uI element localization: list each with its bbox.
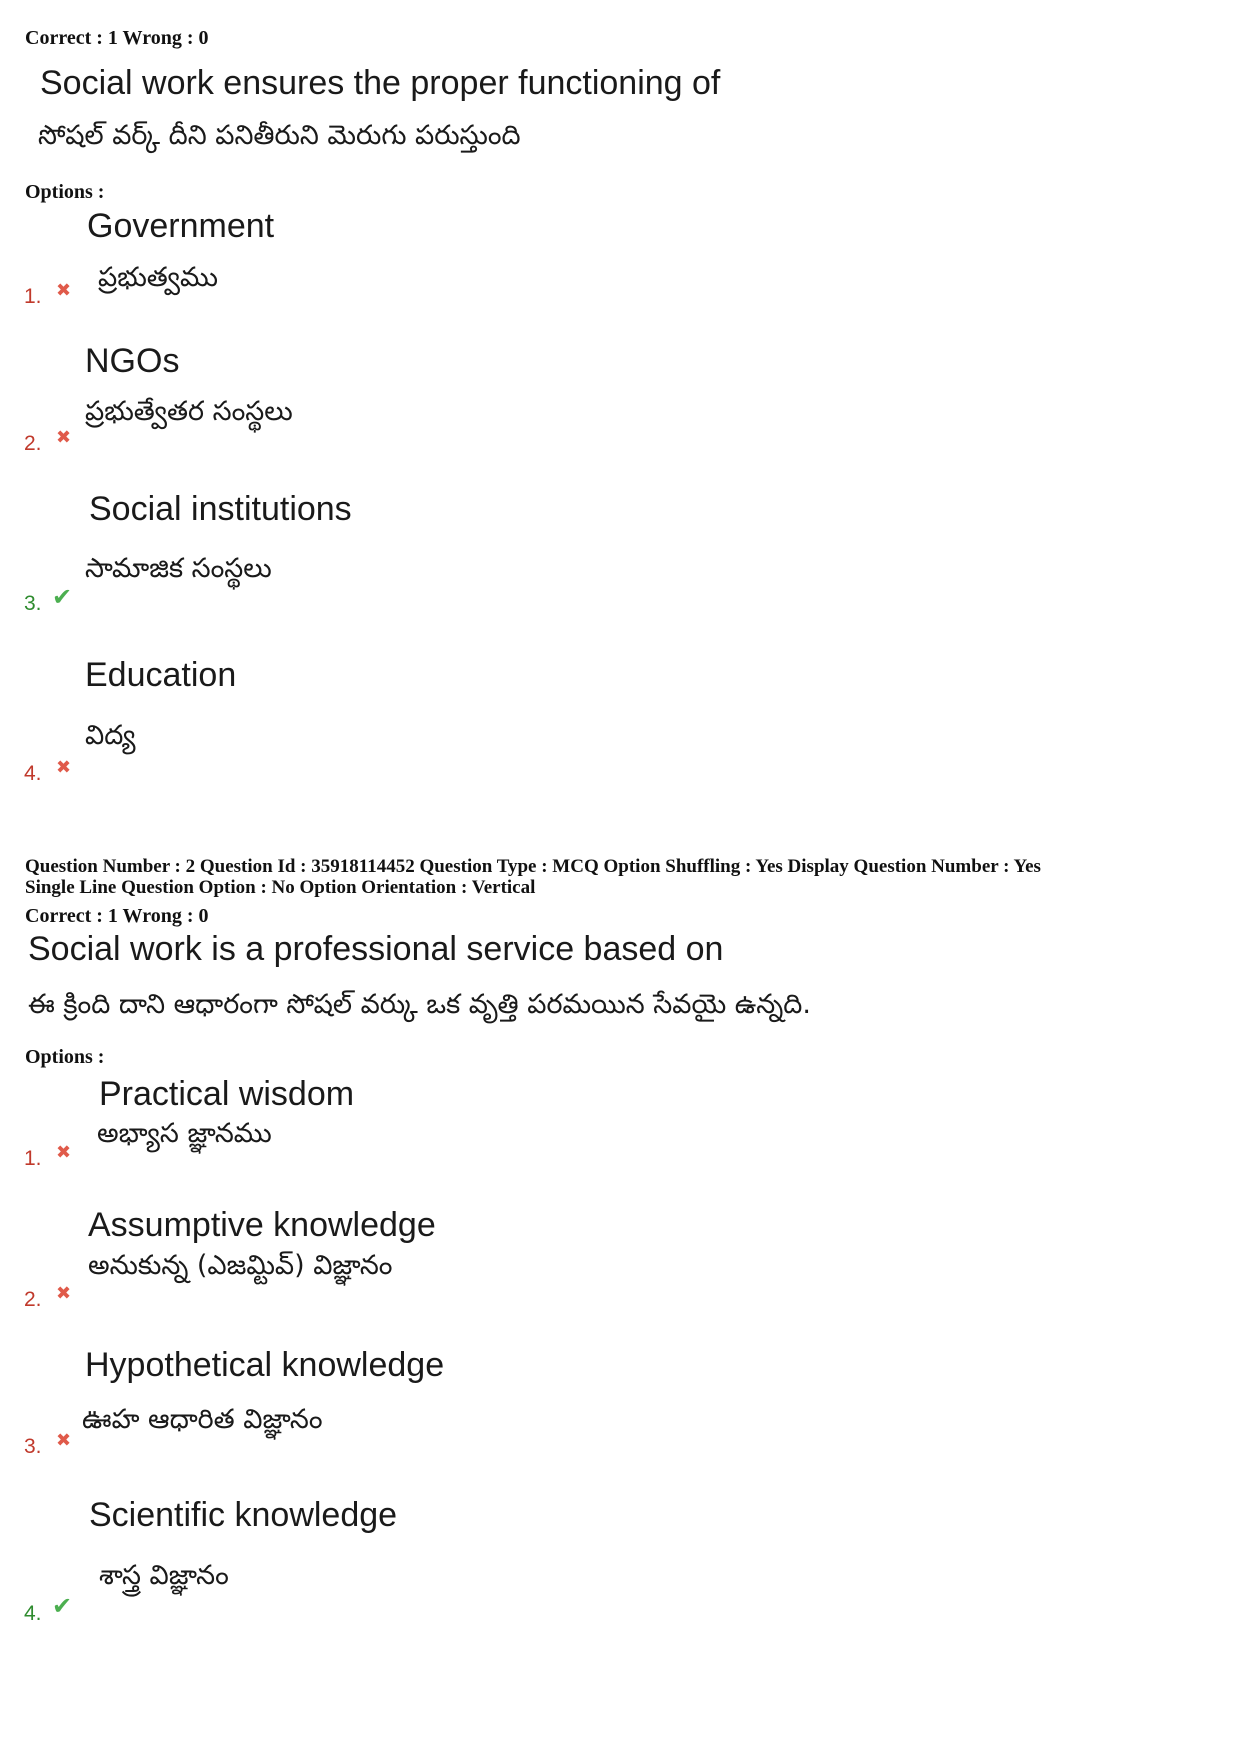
q1-option-2-wrong-icon: ✖ bbox=[56, 427, 72, 448]
q2-option-2-number: 2. bbox=[24, 1288, 42, 1311]
q1-option-1-telugu: ప్రభుత్వము bbox=[98, 262, 218, 293]
q2-option-2-telugu: అనుకున్న (ఎజమ్టివ్) విజ్ఞానం bbox=[88, 1250, 393, 1281]
q1-options-label: Options : bbox=[25, 181, 105, 203]
q2-option-2-wrong-icon: ✖ bbox=[56, 1283, 72, 1304]
q1-option-1-number: 1. bbox=[24, 285, 42, 308]
q2-option-4-number: 4. bbox=[24, 1602, 42, 1625]
q2-option-3-number: 3. bbox=[24, 1435, 42, 1458]
q1-option-4-number: 4. bbox=[24, 762, 42, 785]
q2-meta-line-2: Single Line Question Option : No Option Orientation : Vertical bbox=[25, 877, 536, 898]
q1-option-2-english: NGOs bbox=[85, 342, 180, 380]
q2-question-telugu: ఈ క్రింది దాని ఆధారంగా సోషల్ వర్కు ఒక వృత్తి పరమయిన సేవయై ఉన్నది. bbox=[28, 989, 811, 1020]
q1-answer-counts: Correct : 1 Wrong : 0 bbox=[25, 27, 209, 49]
q2-question-english: Social work is a professional service based on bbox=[28, 930, 724, 968]
q2-option-4-correct-icon: ✔ bbox=[52, 1592, 73, 1620]
q1-option-1-english: Government bbox=[87, 207, 275, 245]
q2-option-1-english: Practical wisdom bbox=[99, 1075, 355, 1113]
q2-option-1-wrong-icon: ✖ bbox=[56, 1142, 72, 1163]
q2-option-3-wrong-icon: ✖ bbox=[56, 1430, 72, 1451]
q1-option-4-telugu: విద్య bbox=[85, 720, 136, 751]
q1-option-2-telugu: ప్రభుత్వేతర సంస్థలు bbox=[85, 396, 293, 427]
q1-option-3-correct-icon: ✔ bbox=[52, 583, 73, 611]
q1-question-telugu: సోషల్ వర్క్ దీని పనితీరుని మెరుగు పరుస్తుంది bbox=[38, 120, 521, 151]
q2-option-1-telugu: అభ్యాస జ్ఞానము bbox=[97, 1118, 272, 1149]
q2-option-1-number: 1. bbox=[24, 1147, 42, 1170]
q2-option-2-english: Assumptive knowledge bbox=[88, 1206, 436, 1244]
q2-option-3-english: Hypothetical knowledge bbox=[85, 1346, 445, 1384]
q1-option-3-number: 3. bbox=[24, 592, 42, 615]
q1-option-3-english: Social institutions bbox=[89, 490, 352, 528]
q1-option-2-number: 2. bbox=[24, 432, 42, 455]
q2-meta-line-1: Question Number : 2 Question Id : 35918114452 Question Type : MCQ Option Shuffling : Yes Display Question Number : Yes bbox=[25, 856, 1041, 877]
q1-question-english: Social work ensures the proper functioning of bbox=[40, 64, 721, 102]
q1-option-4-wrong-icon: ✖ bbox=[56, 757, 72, 778]
q2-option-4-english: Scientific knowledge bbox=[89, 1496, 398, 1534]
q2-option-3-telugu: ఊహ ఆధారిత విజ్ఞానం bbox=[82, 1404, 323, 1435]
q2-answer-counts: Correct : 1 Wrong : 0 bbox=[25, 905, 209, 927]
q1-option-1-wrong-icon: ✖ bbox=[56, 280, 72, 301]
q1-option-4-english: Education bbox=[85, 656, 237, 694]
q2-options-label: Options : bbox=[25, 1046, 105, 1068]
q2-option-4-telugu: శాస్త్ర విజ్ఞానం bbox=[99, 1560, 229, 1591]
q1-option-3-telugu: సామాజిక సంస్థలు bbox=[85, 553, 272, 584]
